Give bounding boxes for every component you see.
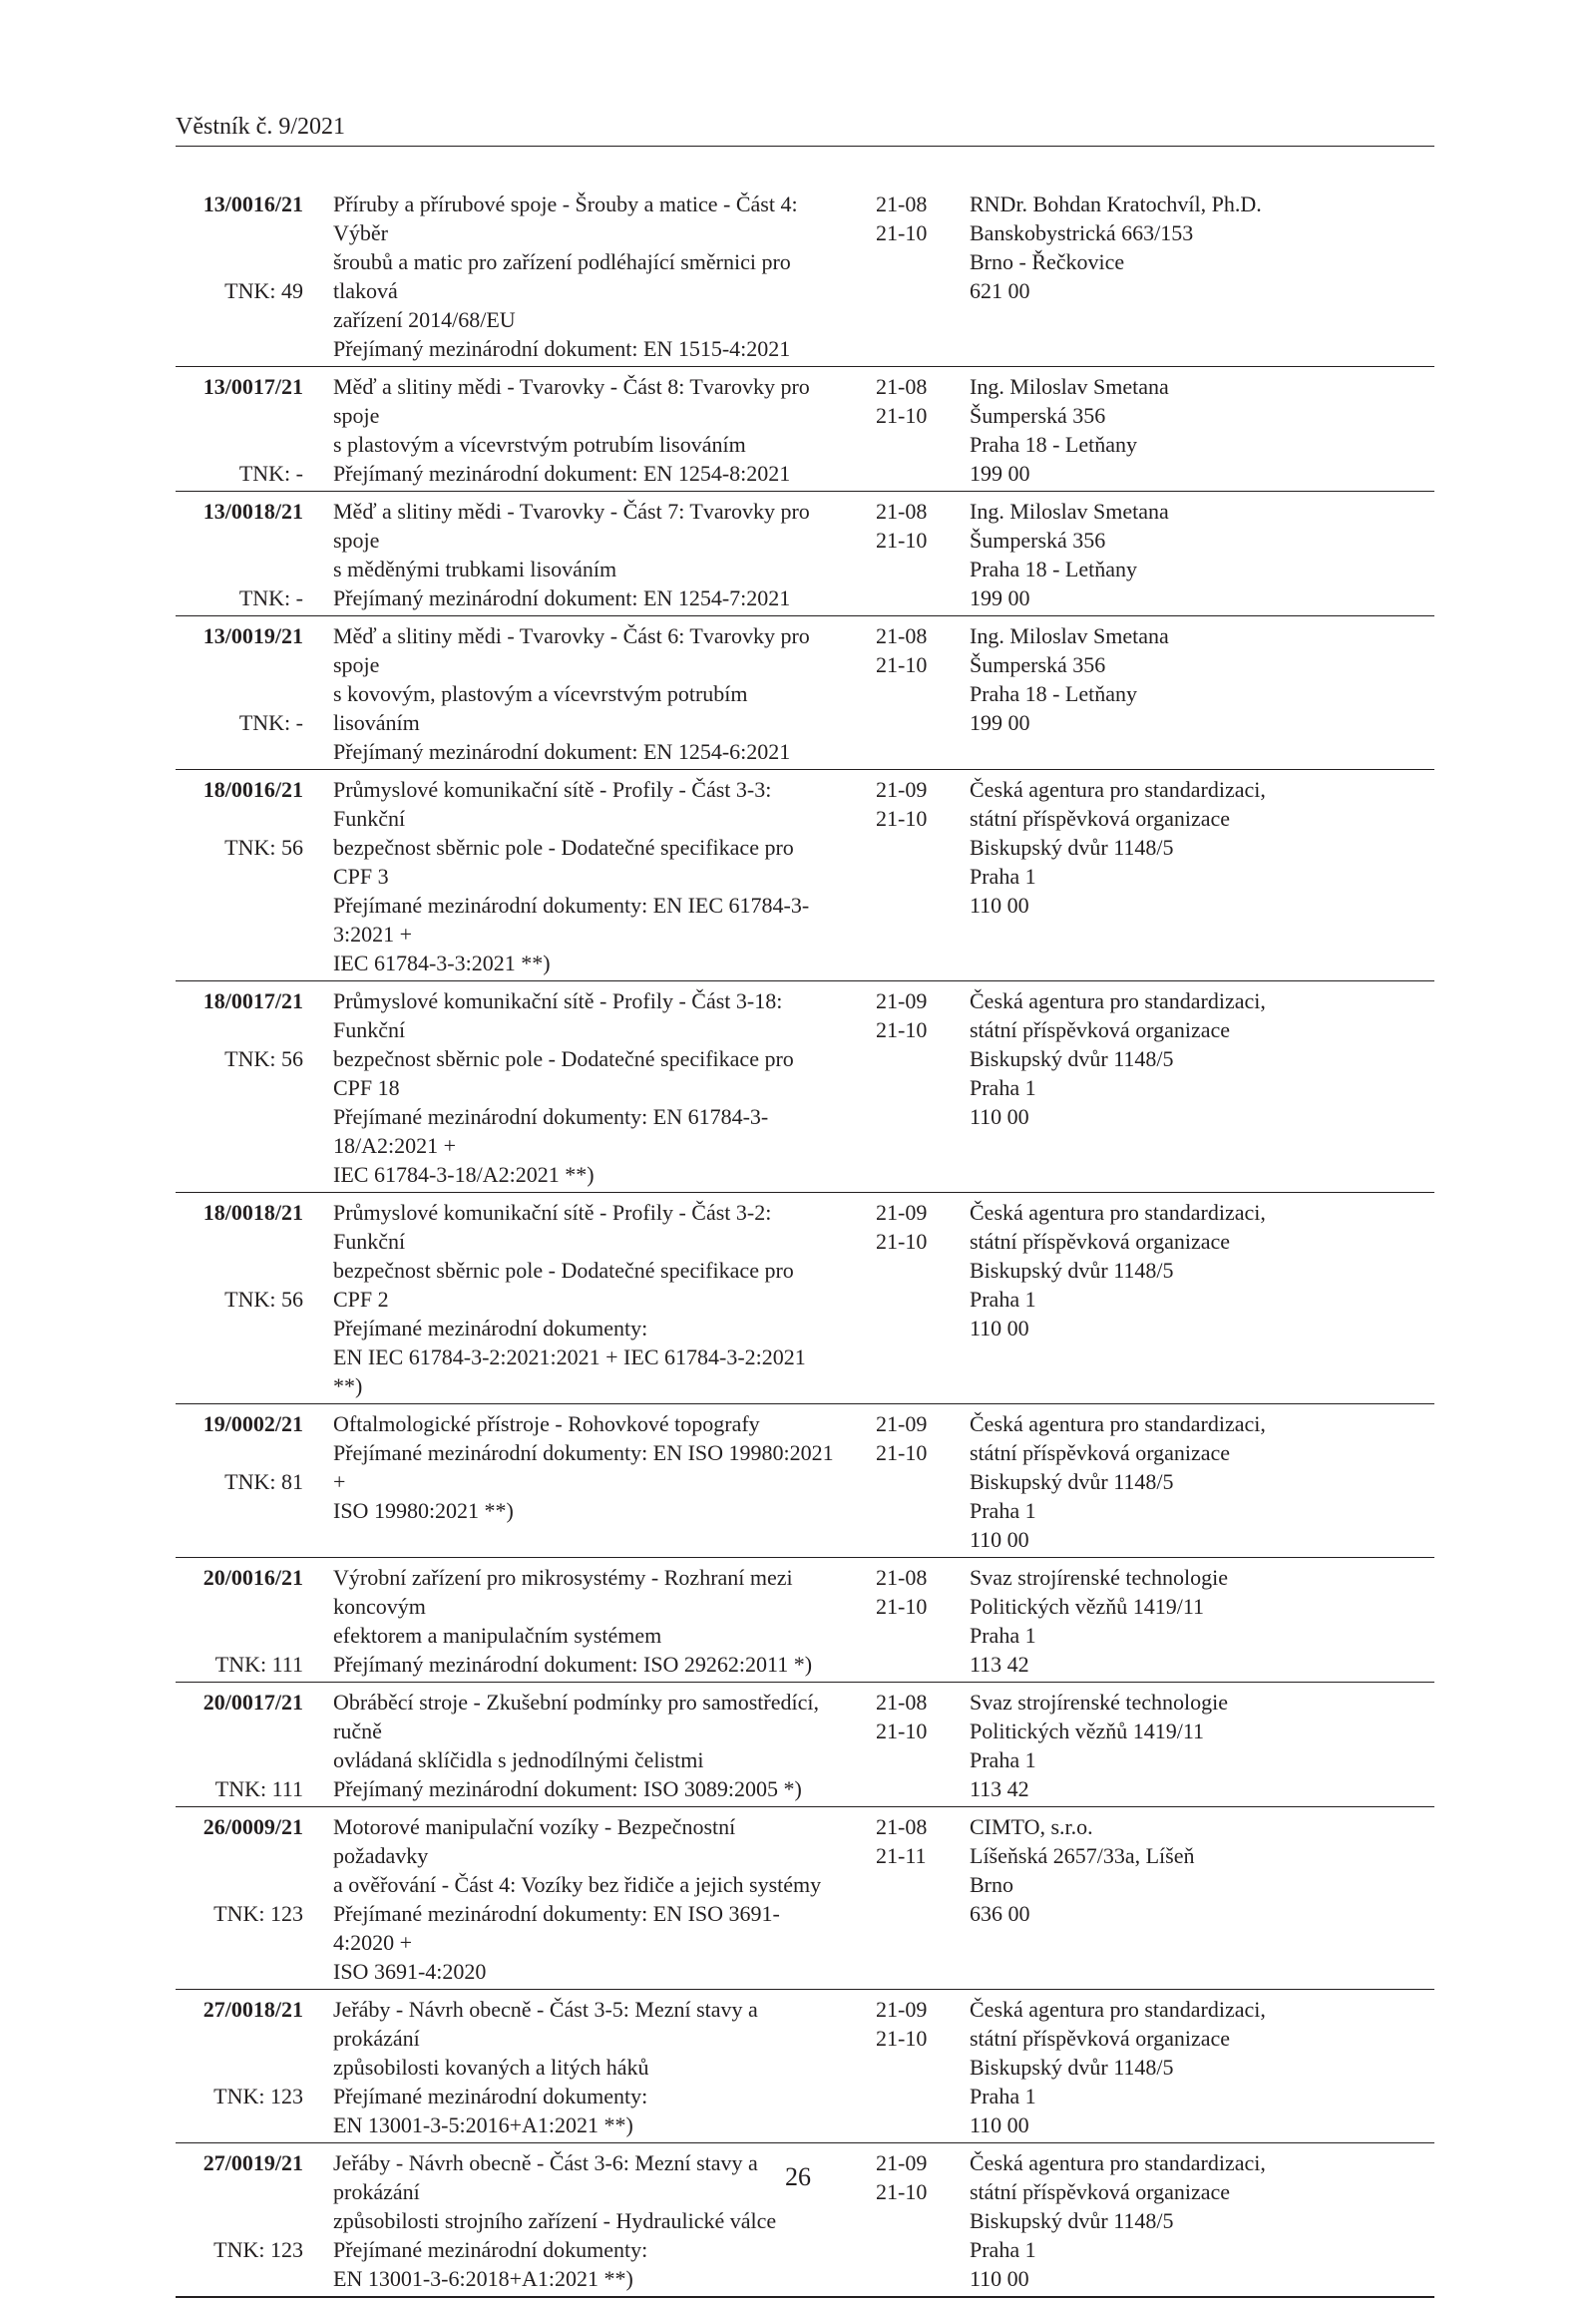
record-dates-line: 21-10 bbox=[876, 1229, 928, 1254]
record-address-line: Praha 1 bbox=[970, 2084, 1036, 2108]
record-title bbox=[333, 1688, 834, 1803]
record-dates-line: 21-10 bbox=[876, 220, 928, 245]
record-title-line: bezpečnost sběrnic pole - Dodatečné specifikace pro CPF 18 bbox=[333, 1046, 794, 1100]
record-dates bbox=[876, 621, 946, 766]
record-address bbox=[970, 372, 1434, 488]
record-address-line: Praha 18 - Letňany bbox=[970, 681, 1137, 706]
record-title-line: Oftalmologické přístroje - Rohovkové topografy bbox=[333, 1411, 760, 1436]
record-title bbox=[333, 775, 834, 977]
record-number: 20/0017/21 bbox=[202, 1690, 303, 1715]
record-address-line: 110 00 bbox=[970, 2112, 1029, 2137]
record-address-line: Česká agentura pro standardizaci, bbox=[970, 777, 1266, 802]
record-address bbox=[970, 1688, 1434, 1803]
record-title-line: EN IEC 61784-3-2:2021:2021 + IEC 61784-3-2:2021 **) bbox=[333, 1344, 806, 1398]
record-address-line: RNDr. Bohdan Kratochvíl, Ph.D. bbox=[970, 192, 1262, 216]
record-address-line: Praha 18 - Letňany bbox=[970, 432, 1137, 457]
record-address-line: Šumperská 356 bbox=[970, 403, 1106, 428]
record-title-line: zařízení 2014/68/EU bbox=[333, 307, 516, 332]
record-id-cell bbox=[176, 372, 303, 488]
record-dates bbox=[876, 1409, 946, 1554]
record-address-line: 199 00 bbox=[970, 710, 1030, 735]
record-number: 13/0018/21 bbox=[202, 499, 303, 524]
record-title-line: efektorem a manipulačním systémem bbox=[333, 1623, 662, 1648]
record-number: 13/0019/21 bbox=[202, 623, 303, 648]
tnk-label: TNK: - bbox=[238, 710, 303, 735]
record-title-line: Průmyslové komunikační sítě - Profily - Část 3-2: Funkční bbox=[333, 1200, 772, 1254]
record-title-line: ISO 3691-4:2020 bbox=[333, 1959, 487, 1984]
record-dates-line: 21-09 bbox=[876, 988, 928, 1013]
tnk-label: TNK: 56 bbox=[224, 1287, 303, 1312]
record-title-line: Průmyslové komunikační sítě - Profily - Část 3-18: Funkční bbox=[333, 988, 783, 1042]
record-title-line: Přejímaný mezinárodní dokument: EN 1254-6:2021 bbox=[333, 739, 791, 764]
table-row bbox=[176, 1807, 1434, 1990]
table-row bbox=[176, 1193, 1434, 1404]
record-id-cell bbox=[176, 1409, 303, 1554]
tnk-label: TNK: 56 bbox=[224, 1046, 303, 1071]
record-id-cell bbox=[176, 1688, 303, 1803]
record-number: 18/0018/21 bbox=[202, 1200, 303, 1225]
record-address-line: 110 00 bbox=[970, 1316, 1029, 1340]
record-id-cell bbox=[176, 1563, 303, 1679]
record-address-line: Česká agentura pro standardizaci, bbox=[970, 1997, 1266, 2022]
record-dates-line: 21-08 bbox=[876, 1814, 928, 1839]
record-title-line: Přejímaný mezinárodní dokument: ISO 3089:2005 *) bbox=[333, 1776, 802, 1801]
tnk-label: TNK: 123 bbox=[213, 2084, 303, 2108]
record-address-line: Česká agentura pro standardizaci, bbox=[970, 1411, 1266, 1436]
record-title bbox=[333, 1563, 834, 1679]
record-address-line: státní příspěvková organizace bbox=[970, 806, 1231, 831]
record-title-line: Přejímané mezinárodní dokumenty: bbox=[333, 2084, 648, 2108]
standards-table bbox=[176, 190, 1434, 2298]
record-address-line: Praha 18 - Letňany bbox=[970, 557, 1137, 581]
record-address-line: Biskupský dvůr 1148/5 bbox=[970, 1046, 1174, 1071]
record-address-line: 199 00 bbox=[970, 461, 1030, 486]
record-address bbox=[970, 1812, 1434, 1986]
record-dates bbox=[876, 1198, 946, 1400]
record-address-line: Politických vězňů 1419/11 bbox=[970, 1719, 1205, 1743]
record-id-cell bbox=[176, 775, 303, 977]
record-address bbox=[970, 497, 1434, 612]
record-address-line: Biskupský dvůr 1148/5 bbox=[970, 2055, 1174, 2080]
record-address-line: Praha 1 bbox=[970, 1623, 1036, 1648]
record-address bbox=[970, 1198, 1434, 1400]
record-address-line: 199 00 bbox=[970, 585, 1030, 610]
table-row bbox=[176, 1558, 1434, 1683]
record-dates-line: 21-08 bbox=[876, 1690, 928, 1715]
record-title-line: Přejímané mezinárodní dokumenty: EN IEC 61784-3-3:2021 + bbox=[333, 893, 810, 947]
record-title-line: Průmyslové komunikační sítě - Profily - Část 3-3: Funkční bbox=[333, 777, 772, 831]
record-title-line: Přejímaný mezinárodní dokument: EN 1254-7:2021 bbox=[333, 585, 791, 610]
record-title-line: Jeřáby - Návrh obecně - Část 3-6: Mezní stavy a prokázání bbox=[333, 2150, 758, 2204]
record-title-line: Jeřáby - Návrh obecně - Část 3-5: Mezní stavy a prokázání bbox=[333, 1997, 758, 2051]
record-dates bbox=[876, 1563, 946, 1679]
tnk-label: TNK: 111 bbox=[214, 1776, 303, 1801]
record-address-line: Banskobystrická 663/153 bbox=[970, 220, 1194, 245]
record-address-line: CIMTO, s.r.o. bbox=[970, 1814, 1093, 1839]
record-number: 26/0009/21 bbox=[202, 1814, 303, 1839]
record-title-line: s kovovým, plastovým a vícevrstvým potrubím lisováním bbox=[333, 681, 748, 735]
record-title-line: Měď a slitiny mědi - Tvarovky - Část 8: Tvarovky pro spoje bbox=[333, 374, 810, 428]
tnk-label: TNK: 123 bbox=[213, 2237, 303, 2262]
record-address-line: 110 00 bbox=[970, 1104, 1029, 1129]
record-dates-line: 21-10 bbox=[876, 652, 928, 677]
record-dates-line: 21-09 bbox=[876, 1200, 928, 1225]
record-title-line: EN 13001-3-5:2016+A1:2021 **) bbox=[333, 2112, 633, 2137]
record-dates bbox=[876, 775, 946, 977]
record-address bbox=[970, 1563, 1434, 1679]
record-title-line: Přejímané mezinárodní dokumenty: EN 61784-3-18/A2:2021 + bbox=[333, 1104, 769, 1158]
record-id-cell bbox=[176, 497, 303, 612]
record-address bbox=[970, 986, 1434, 1189]
record-address-line: 113 42 bbox=[970, 1652, 1029, 1677]
record-address-line: Praha 1 bbox=[970, 1498, 1036, 1523]
record-id-cell bbox=[176, 1812, 303, 1986]
record-dates-line: 21-09 bbox=[876, 2150, 928, 2175]
record-address-line: Líšeňská 2657/33a, Líšeň bbox=[970, 1843, 1195, 1868]
record-dates bbox=[876, 1995, 946, 2139]
record-address-line: Biskupský dvůr 1148/5 bbox=[970, 1258, 1174, 1283]
record-address-line: Biskupský dvůr 1148/5 bbox=[970, 835, 1174, 860]
record-dates bbox=[876, 372, 946, 488]
record-address bbox=[970, 775, 1434, 977]
record-dates-line: 21-10 bbox=[876, 2026, 928, 2051]
record-id-cell bbox=[176, 190, 303, 363]
record-address-line: Praha 1 bbox=[970, 864, 1036, 889]
record-title bbox=[333, 1995, 834, 2139]
record-dates-line: 21-10 bbox=[876, 2179, 928, 2204]
record-address-line: státní příspěvková organizace bbox=[970, 1229, 1231, 1254]
record-title bbox=[333, 986, 834, 1189]
record-address-line: Brno bbox=[970, 1872, 1013, 1897]
record-title bbox=[333, 1409, 834, 1554]
record-title-line: Přejímaný mezinárodní dokument: EN 1254-8:2021 bbox=[333, 461, 791, 486]
record-address-line: 110 00 bbox=[970, 2266, 1029, 2291]
record-title-line: Přejímané mezinárodní dokumenty: bbox=[333, 1316, 648, 1340]
table-row bbox=[176, 492, 1434, 616]
record-dates-line: 21-11 bbox=[876, 1843, 927, 1868]
record-title-line: Měď a slitiny mědi - Tvarovky - Část 6: Tvarovky pro spoje bbox=[333, 623, 810, 677]
record-address bbox=[970, 1409, 1434, 1554]
record-address-line: Česká agentura pro standardizaci, bbox=[970, 1200, 1266, 1225]
tnk-label: TNK: - bbox=[238, 461, 303, 486]
record-title-line: IEC 61784-3-18/A2:2021 **) bbox=[333, 1162, 595, 1187]
tnk-label: TNK: 56 bbox=[224, 835, 303, 860]
record-address-line: státní příspěvková organizace bbox=[970, 2179, 1231, 2204]
record-dates-line: 21-09 bbox=[876, 1997, 928, 2022]
record-dates-line: 21-10 bbox=[876, 1440, 928, 1465]
record-dates-line: 21-09 bbox=[876, 1411, 928, 1436]
record-title bbox=[333, 497, 834, 612]
record-title-line: EN 13001-3-6:2018+A1:2021 **) bbox=[333, 2266, 633, 2291]
record-address-line: Praha 1 bbox=[970, 1075, 1036, 1100]
table-row bbox=[176, 1683, 1434, 1807]
record-title-line: šroubů a matic pro zařízení podléhající směrnici pro tlaková bbox=[333, 249, 791, 303]
table-row bbox=[176, 1404, 1434, 1558]
record-title-line: ISO 19980:2021 **) bbox=[333, 1498, 514, 1523]
record-address-line: státní příspěvková organizace bbox=[970, 2026, 1231, 2051]
record-address-line: Šumperská 356 bbox=[970, 528, 1106, 553]
record-title-line: bezpečnost sběrnic pole - Dodatečné specifikace pro CPF 3 bbox=[333, 835, 794, 889]
record-title-line: Měď a slitiny mědi - Tvarovky - Část 7: Tvarovky pro spoje bbox=[333, 499, 810, 553]
record-title-line: IEC 61784-3-3:2021 **) bbox=[333, 951, 551, 975]
record-number: 27/0019/21 bbox=[202, 2150, 303, 2175]
record-title-line: a ověřování - Část 4: Vozíky bez řidiče a jejich systémy bbox=[333, 1872, 822, 1897]
record-address-line: 110 00 bbox=[970, 1527, 1029, 1552]
record-title bbox=[333, 1812, 834, 1986]
record-title-line: Motorové manipulační vozíky - Bezpečnostní požadavky bbox=[333, 1814, 736, 1868]
record-address-line: Ing. Miloslav Smetana bbox=[970, 374, 1169, 399]
record-title-line: Přejímané mezinárodní dokumenty: bbox=[333, 2237, 648, 2262]
record-address-line: 621 00 bbox=[970, 278, 1030, 303]
record-dates-line: 21-08 bbox=[876, 1565, 928, 1590]
record-address-line: Praha 1 bbox=[970, 1287, 1036, 1312]
table-row bbox=[176, 770, 1434, 981]
record-number: 18/0016/21 bbox=[202, 777, 303, 802]
record-dates bbox=[876, 497, 946, 612]
record-address-line: Česká agentura pro standardizaci, bbox=[970, 2150, 1266, 2175]
record-address-line: Šumperská 356 bbox=[970, 652, 1106, 677]
tnk-label: TNK: 111 bbox=[214, 1652, 303, 1677]
tnk-label: TNK: 123 bbox=[213, 1901, 303, 1926]
record-address bbox=[970, 621, 1434, 766]
record-title-line: Přejímaný mezinárodní dokument: EN 1515-4:2021 bbox=[333, 336, 791, 361]
tnk-label: TNK: 81 bbox=[224, 1469, 303, 1494]
record-dates-line: 21-09 bbox=[876, 777, 928, 802]
record-number: 13/0017/21 bbox=[202, 374, 303, 399]
record-number: 13/0016/21 bbox=[202, 192, 303, 216]
record-title-line: s plastovým a vícevrstvým potrubím lisováním bbox=[333, 432, 746, 457]
record-id-cell bbox=[176, 1198, 303, 1400]
record-address-line: Brno - Řečkovice bbox=[970, 249, 1125, 274]
record-number: 19/0002/21 bbox=[202, 1411, 303, 1436]
record-title-line: Přejímané mezinárodní dokumenty: EN ISO 19980:2021 + bbox=[333, 1440, 834, 1494]
bulletin-title: Věstník č. 9/2021 bbox=[176, 114, 345, 140]
record-id-cell bbox=[176, 621, 303, 766]
table-row bbox=[176, 190, 1434, 367]
record-address-line: 110 00 bbox=[970, 893, 1029, 918]
record-dates-line: 21-10 bbox=[876, 403, 928, 428]
record-address-line: Biskupský dvůr 1148/5 bbox=[970, 2208, 1174, 2233]
record-title-line: s měděnými trubkami lisováním bbox=[333, 557, 617, 581]
record-title-line: způsobilosti strojního zařízení - Hydraulické válce bbox=[333, 2208, 777, 2233]
page-header bbox=[176, 112, 1434, 147]
record-address-line: Politických vězňů 1419/11 bbox=[970, 1594, 1205, 1619]
record-dates bbox=[876, 986, 946, 1189]
record-title bbox=[333, 190, 834, 363]
record-dates bbox=[876, 190, 946, 363]
record-address-line: Česká agentura pro standardizaci, bbox=[970, 988, 1266, 1013]
record-dates-line: 21-08 bbox=[876, 623, 928, 648]
record-address-line: Biskupský dvůr 1148/5 bbox=[970, 1469, 1174, 1494]
record-title-line: bezpečnost sběrnic pole - Dodatečné specifikace pro CPF 2 bbox=[333, 1258, 794, 1312]
record-address bbox=[970, 1995, 1434, 2139]
record-title bbox=[333, 621, 834, 766]
record-address-line: Praha 1 bbox=[970, 2237, 1036, 2262]
record-dates-line: 21-10 bbox=[876, 528, 928, 553]
record-dates bbox=[876, 1688, 946, 1803]
record-dates-line: 21-08 bbox=[876, 374, 928, 399]
record-number: 18/0017/21 bbox=[202, 988, 303, 1013]
record-address-line: 113 42 bbox=[970, 1776, 1029, 1801]
table-row bbox=[176, 1990, 1434, 2143]
record-dates-line: 21-10 bbox=[876, 1017, 928, 1042]
record-title-line: Přejímané mezinárodní dokumenty: EN ISO 3691-4:2020 + bbox=[333, 1901, 780, 1955]
record-address-line: 636 00 bbox=[970, 1901, 1030, 1926]
record-title bbox=[333, 1198, 834, 1400]
tnk-label: TNK: 49 bbox=[224, 278, 303, 303]
record-title-line: Příruby a přírubové spoje - Šrouby a matice - Část 4: Výběr bbox=[333, 192, 798, 245]
record-id-cell bbox=[176, 986, 303, 1189]
record-address-line: Svaz strojírenské technologie bbox=[970, 1565, 1229, 1590]
record-address-line: státní příspěvková organizace bbox=[970, 1440, 1231, 1465]
record-title-line: Obráběcí stroje - Zkušební podmínky pro samostředící, ručně bbox=[333, 1690, 819, 1743]
record-address-line: Ing. Miloslav Smetana bbox=[970, 623, 1169, 648]
record-title-line: Výrobní zařízení pro mikrosystémy - Rozhraní mezi koncovým bbox=[333, 1565, 793, 1619]
record-title bbox=[333, 372, 834, 488]
record-title-line: Přejímaný mezinárodní dokument: ISO 29262:2011 *) bbox=[333, 1652, 813, 1677]
record-dates-line: 21-08 bbox=[876, 192, 928, 216]
record-title-line: ovládaná sklíčidla s jednodílnými čelistmi bbox=[333, 1747, 704, 1772]
page-number: 26 bbox=[785, 2162, 811, 2191]
table-row bbox=[176, 616, 1434, 770]
record-number: 20/0016/21 bbox=[202, 1565, 303, 1590]
record-id-cell bbox=[176, 1995, 303, 2139]
record-dates bbox=[876, 1812, 946, 1986]
record-dates-line: 21-10 bbox=[876, 1594, 928, 1619]
record-address-line: Svaz strojírenské technologie bbox=[970, 1690, 1229, 1715]
record-address-line: Ing. Miloslav Smetana bbox=[970, 499, 1169, 524]
record-dates-line: 21-10 bbox=[876, 1719, 928, 1743]
record-dates-line: 21-10 bbox=[876, 806, 928, 831]
record-title-line: způsobilosti kovaných a litých háků bbox=[333, 2055, 649, 2080]
record-address-line: státní příspěvková organizace bbox=[970, 1017, 1231, 1042]
table-row bbox=[176, 981, 1434, 1193]
table-row bbox=[176, 367, 1434, 492]
record-dates-line: 21-08 bbox=[876, 499, 928, 524]
record-address bbox=[970, 190, 1434, 363]
tnk-label: TNK: - bbox=[238, 585, 303, 610]
record-number: 27/0018/21 bbox=[202, 1997, 303, 2022]
record-address-line: Praha 1 bbox=[970, 1747, 1036, 1772]
